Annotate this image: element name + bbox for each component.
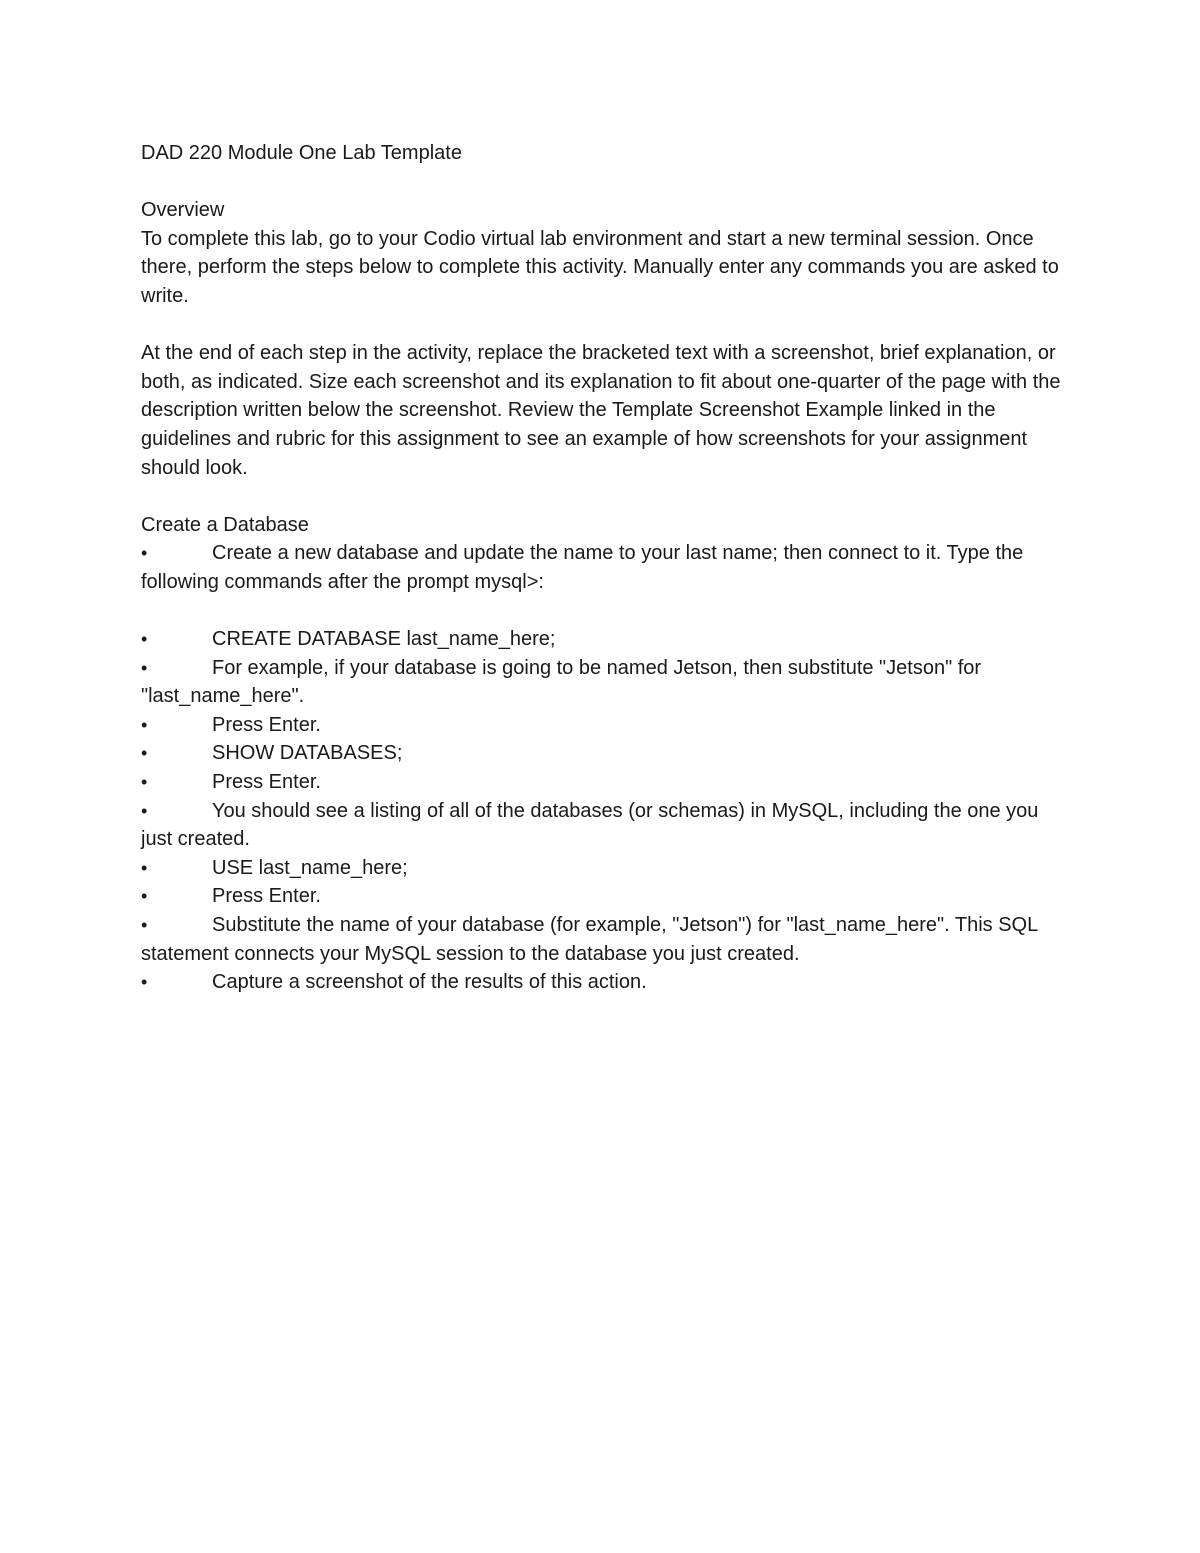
document-page (141, 139, 1066, 997)
bullet-icon: • (141, 915, 148, 936)
list-item (141, 797, 1066, 854)
overview-heading: Overview (141, 199, 225, 222)
list-item (141, 539, 1066, 596)
list-item (141, 968, 1066, 997)
list-item (141, 882, 1066, 911)
bullet-icon: • (141, 714, 148, 735)
list-item (141, 654, 1066, 711)
bullet-icon: • (141, 800, 148, 821)
intro-bullet-list (141, 539, 1066, 596)
bullet-icon: • (141, 972, 148, 993)
list-item-text: CREATE DATABASE last_name_here; (212, 628, 556, 651)
list-item (141, 739, 1066, 768)
spacer (141, 597, 1066, 626)
bullet-icon: • (141, 857, 148, 878)
steps-list (141, 625, 1066, 997)
list-item (141, 625, 1066, 654)
bullet-icon: • (141, 629, 148, 650)
list-item-text: Press Enter. (212, 713, 321, 736)
list-item-text: SHOW DATABASES; (212, 742, 403, 765)
overview-paragraph-1: To complete this lab, go to your Codio virtual lab environment and start a new terminal session. Once there, perform the steps below to complete this activity. Manually enter any commands you are asked to write. (141, 227, 1059, 307)
list-item-text: Create a new database and update the name to your last name; then connect to it. Type the following commands after the prompt mysql>: (141, 542, 1024, 593)
list-item-text: USE last_name_here; (212, 856, 408, 879)
list-item-text: Press Enter. (212, 885, 321, 908)
bullet-icon: • (141, 772, 148, 793)
list-item-text: Press Enter. (212, 771, 321, 794)
list-item-text: You should see a listing of all of the databases (or schemas) in MySQL, including the one you just created. (141, 799, 1039, 851)
bullet-icon: • (141, 543, 148, 564)
create-database-heading: Create a Database (141, 513, 309, 536)
list-item-text: Capture a screenshot of the results of this action. (212, 971, 647, 994)
bullet-icon: • (141, 743, 148, 764)
document-title: DAD 220 Module One Lab Template (141, 142, 462, 164)
overview-paragraph-2: At the end of each step in the activity, replace the bracketed text with a screenshot, brief explanation, or both, as indicated. Size each screenshot and its explanation to fit about one-quarter of the page with the description written below the screenshot. Review the Template Screenshot Example linked in the guidelines and rubric for this assignment to see an example of how screenshots for your assignment should look. (141, 342, 1061, 479)
list-item (141, 768, 1066, 797)
list-item-text: For example, if your database is going to be named Jetson, then substitute "Jetson" for "last_name_here". (141, 656, 982, 708)
bullet-icon: • (141, 657, 148, 678)
bullet-icon: • (141, 886, 148, 907)
list-item-text: Substitute the name of your database (for example, "Jetson") for "last_name_here". This SQL statement connects your MySQL session to the database you just created. (141, 914, 1038, 965)
list-item (141, 911, 1066, 968)
list-item (141, 711, 1066, 740)
list-item (141, 854, 1066, 883)
